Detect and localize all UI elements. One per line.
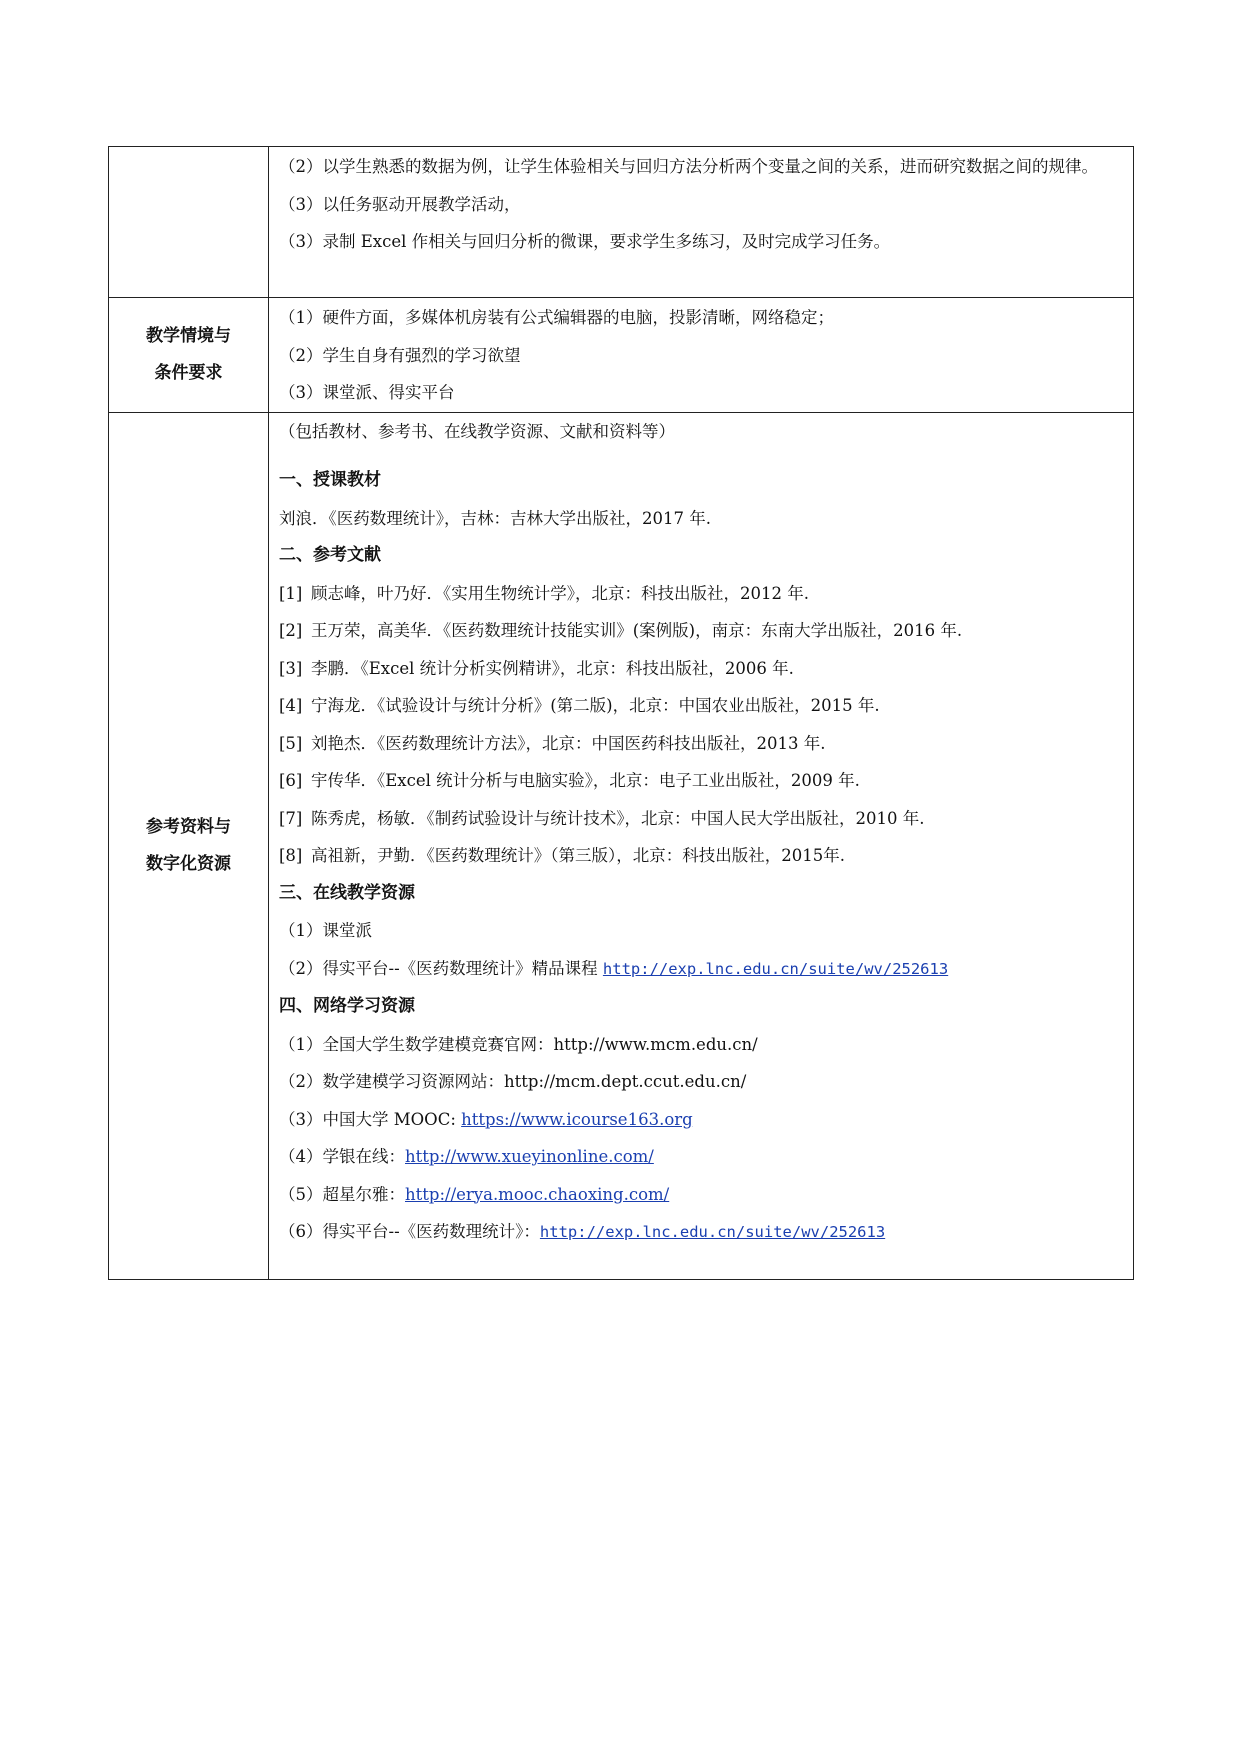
reference-number: [5] [279,733,303,753]
method-line-1: （2）以学生熟悉的数据为例，让学生体验相关与回归方法分析两个变量之间的关系，进而研究数据之间的规律。 [279,157,1098,176]
reference-number: [3] [279,658,303,678]
reference-text: 高祖新，尹勤．《医药数理统计》（第三版），北京：科技出版社，2015年. [311,846,845,865]
web-resource-3-link[interactable]: https://www.icourse163.org [461,1109,693,1129]
textbook-entry: 刘浪．《医药数理统计》，吉林：吉林大学出版社，2017 年. [279,508,711,528]
reference-number: [7] [279,808,303,828]
teaching-method-row [109,147,1134,298]
references-label-line2: 数字化资源 [146,853,231,874]
online-resources-heading: 三、在线教学资源 [279,882,415,903]
reference-text: 陈秀虎，杨敏．《制药试验设计与统计技术》，北京：中国人民大学出版社，2010 年. [311,808,925,828]
web-resource-3-text: （3）中国大学 MOOC: [279,1109,462,1129]
web-resource-1: （1）全国大学生数学建模竞赛官网：http://www.mcm.edu.cn/ [279,1034,758,1054]
web-resource-6-text: （6）得实平台--《医药数理统计》： [279,1222,540,1241]
online-resource-1: （1）课堂派 [279,921,372,940]
textbook-heading: 一、授课教材 [279,470,381,490]
web-resource-3 [279,1101,1123,1139]
method-line-3: （3）录制 Excel 作相关与回归分析的微课，要求学生多练习，及时完成学习任务。 [279,232,891,251]
context-line-2: （2）学生自身有强烈的学习欲望 [279,345,521,365]
web-resource-4-link[interactable]: http://www.xueyinonline.com/ [405,1147,654,1166]
teaching-context-row [109,298,1134,413]
reference-number: [2] [279,621,303,640]
teaching-context-content [269,298,1134,413]
references-heading: 二、参考文献 [279,545,381,565]
teaching-method-content [269,147,1134,298]
reference-number: [6] [279,771,303,790]
web-resources-heading: 四、网络学习资源 [279,996,415,1016]
reference-number: [4] [279,696,303,715]
online-resource-2-link[interactable]: http://exp.lnc.edu.cn/suite/wv/252613 [602,959,949,978]
web-resource-6 [279,1213,1123,1252]
online-resource-2-text: （2）得实平台--《医药数理统计》精品课程 [279,958,603,978]
references-row [109,412,1134,1279]
reference-number: [1] [279,583,303,603]
reference-item [279,687,1123,725]
reference-text: 刘艳杰．《医药数理统计方法》，北京：中国医药科技出版社，2013 年. [311,733,826,753]
references-label [109,412,269,1279]
web-resource-5 [279,1176,1123,1214]
web-resource-2: （2）数学建模学习资源网站：http://mcm.dept.ccut.edu.cn/ [279,1072,747,1091]
online-resource-2 [279,950,1123,989]
teaching-context-label [109,298,269,413]
references-intro: （包括教材、参考书、在线教学资源、文献和资料等） [279,421,675,441]
empty-label-cell [109,147,269,298]
method-line-2: （3）以任务驱动开展教学活动， [279,194,521,214]
teaching-context-label-line2: 条件要求 [154,362,223,383]
reference-text: 顾志峰，叶乃好．《实用生物统计学》，北京：科技出版社，2012 年. [311,583,809,603]
web-resource-5-text: （5）超星尔雅： [279,1184,405,1204]
syllabus-table [108,146,1134,1280]
reference-item [279,800,1123,838]
reference-item [279,725,1123,763]
reference-text: 宁海龙．《试验设计与统计分析》(第二版)，北京：中国农业出版社，2015 年. [311,696,880,715]
reference-text: 王万荣，高美华．《医药数理统计技能实训》(案例版)，南京：东南大学出版社，2016 年. [311,621,963,640]
reference-item [279,650,1123,688]
reference-item [279,612,1123,650]
context-line-3: （3）课堂派、得实平台 [279,383,455,402]
web-resource-4-text: （4）学银在线： [279,1147,405,1166]
web-resource-4 [279,1138,1123,1176]
reference-text: 宇传华．《Excel 统计分析与电脑实验》，北京：电子工业出版社，2009 年. [311,771,860,790]
reference-text: 李鹏．《Excel 统计分析实例精讲》，北京：科技出版社，2006 年. [311,658,794,678]
reference-item [279,575,1123,613]
context-line-1: （1）硬件方面，多媒体机房装有公式编辑器的电脑，投影清晰，网络稳定； [279,308,834,327]
references-label-line1: 参考资料与 [146,816,231,837]
references-content [269,412,1134,1279]
teaching-context-label-line1: 教学情境与 [146,325,231,346]
web-resource-5-link[interactable]: http://erya.mooc.chaoxing.com/ [405,1184,670,1204]
reference-number: [8] [279,846,303,865]
reference-item [279,762,1123,800]
web-resource-6-link[interactable]: http://exp.lnc.edu.cn/suite/wv/252613 [539,1223,886,1241]
reference-item [279,837,1123,875]
